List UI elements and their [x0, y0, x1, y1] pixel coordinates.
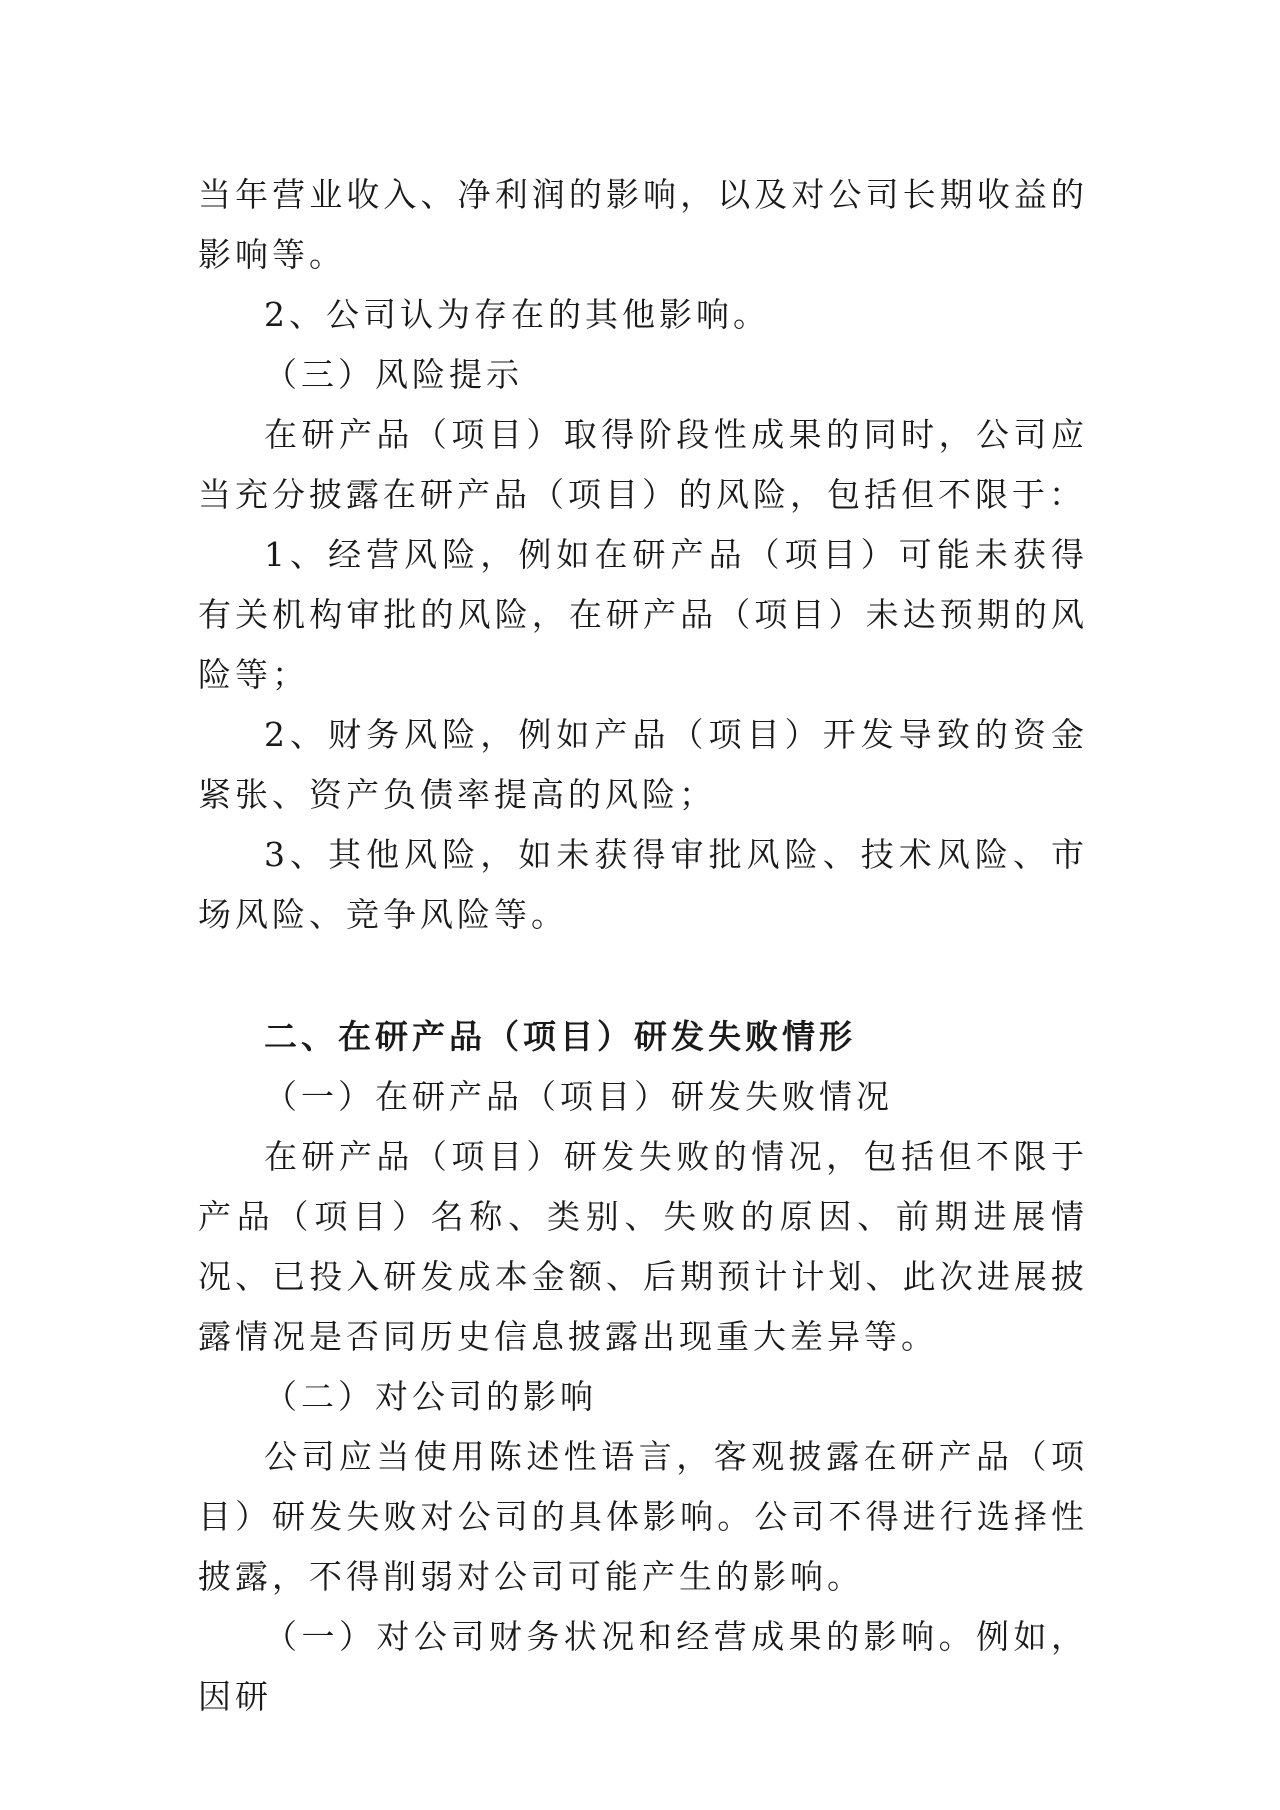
paragraph-risk-intro: 在研产品（项目）取得阶段性成果的同时，公司应当充分披露在研产品（项目）的风险，包括但不限于：: [198, 415, 1088, 514]
subheading-company-impact: （二）对公司的影响: [264, 1377, 597, 1416]
paragraph-financial-impact: （一）对公司财务状况和经营成果的影响。例如，因研: [198, 1617, 1088, 1716]
document-body: [198, 165, 1088, 1727]
section-heading-rd-failure: 二、在研产品（项目）研发失败情形: [264, 1017, 856, 1056]
paragraph-failure-details: 在研产品（项目）研发失败的情况，包括但不限于产品（项目）名称、类别、失败的原因、前期进展情况、已投入研发成本金额、后期预计计划、此次进展披露情况是否同历史信息披露出现重大差异等。: [198, 1137, 1088, 1356]
paragraph-financial-risk: 2、财务风险，例如产品（项目）开发导致的资金紧张、资产负债率提高的风险；: [198, 715, 1088, 814]
paragraph-continued-impact: 当年营业收入、净利润的影响，以及对公司长期收益的影响等。: [198, 175, 1088, 274]
subheading-failure-situation: （一）在研产品（项目）研发失败情况: [264, 1077, 893, 1116]
paragraph-operating-risk: 1、经营风险，例如在研产品（项目）可能未获得有关机构审批的风险，在研产品（项目）未达预期的风险等；: [198, 535, 1088, 694]
paragraph-other-risk: 3、其他风险，如未获得审批风险、技术风险、市场风险、竞争风险等。: [198, 835, 1088, 934]
subheading-risk-warning: （三）风险提示: [264, 355, 523, 394]
paragraph-impact-disclosure: 公司应当使用陈述性语言，客观披露在研产品（项目）研发失败对公司的具体影响。公司不得进行选择性披露，不得削弱对公司可能产生的影响。: [198, 1437, 1088, 1596]
paragraph-other-impact: 2、公司认为存在的其他影响。: [264, 295, 770, 334]
